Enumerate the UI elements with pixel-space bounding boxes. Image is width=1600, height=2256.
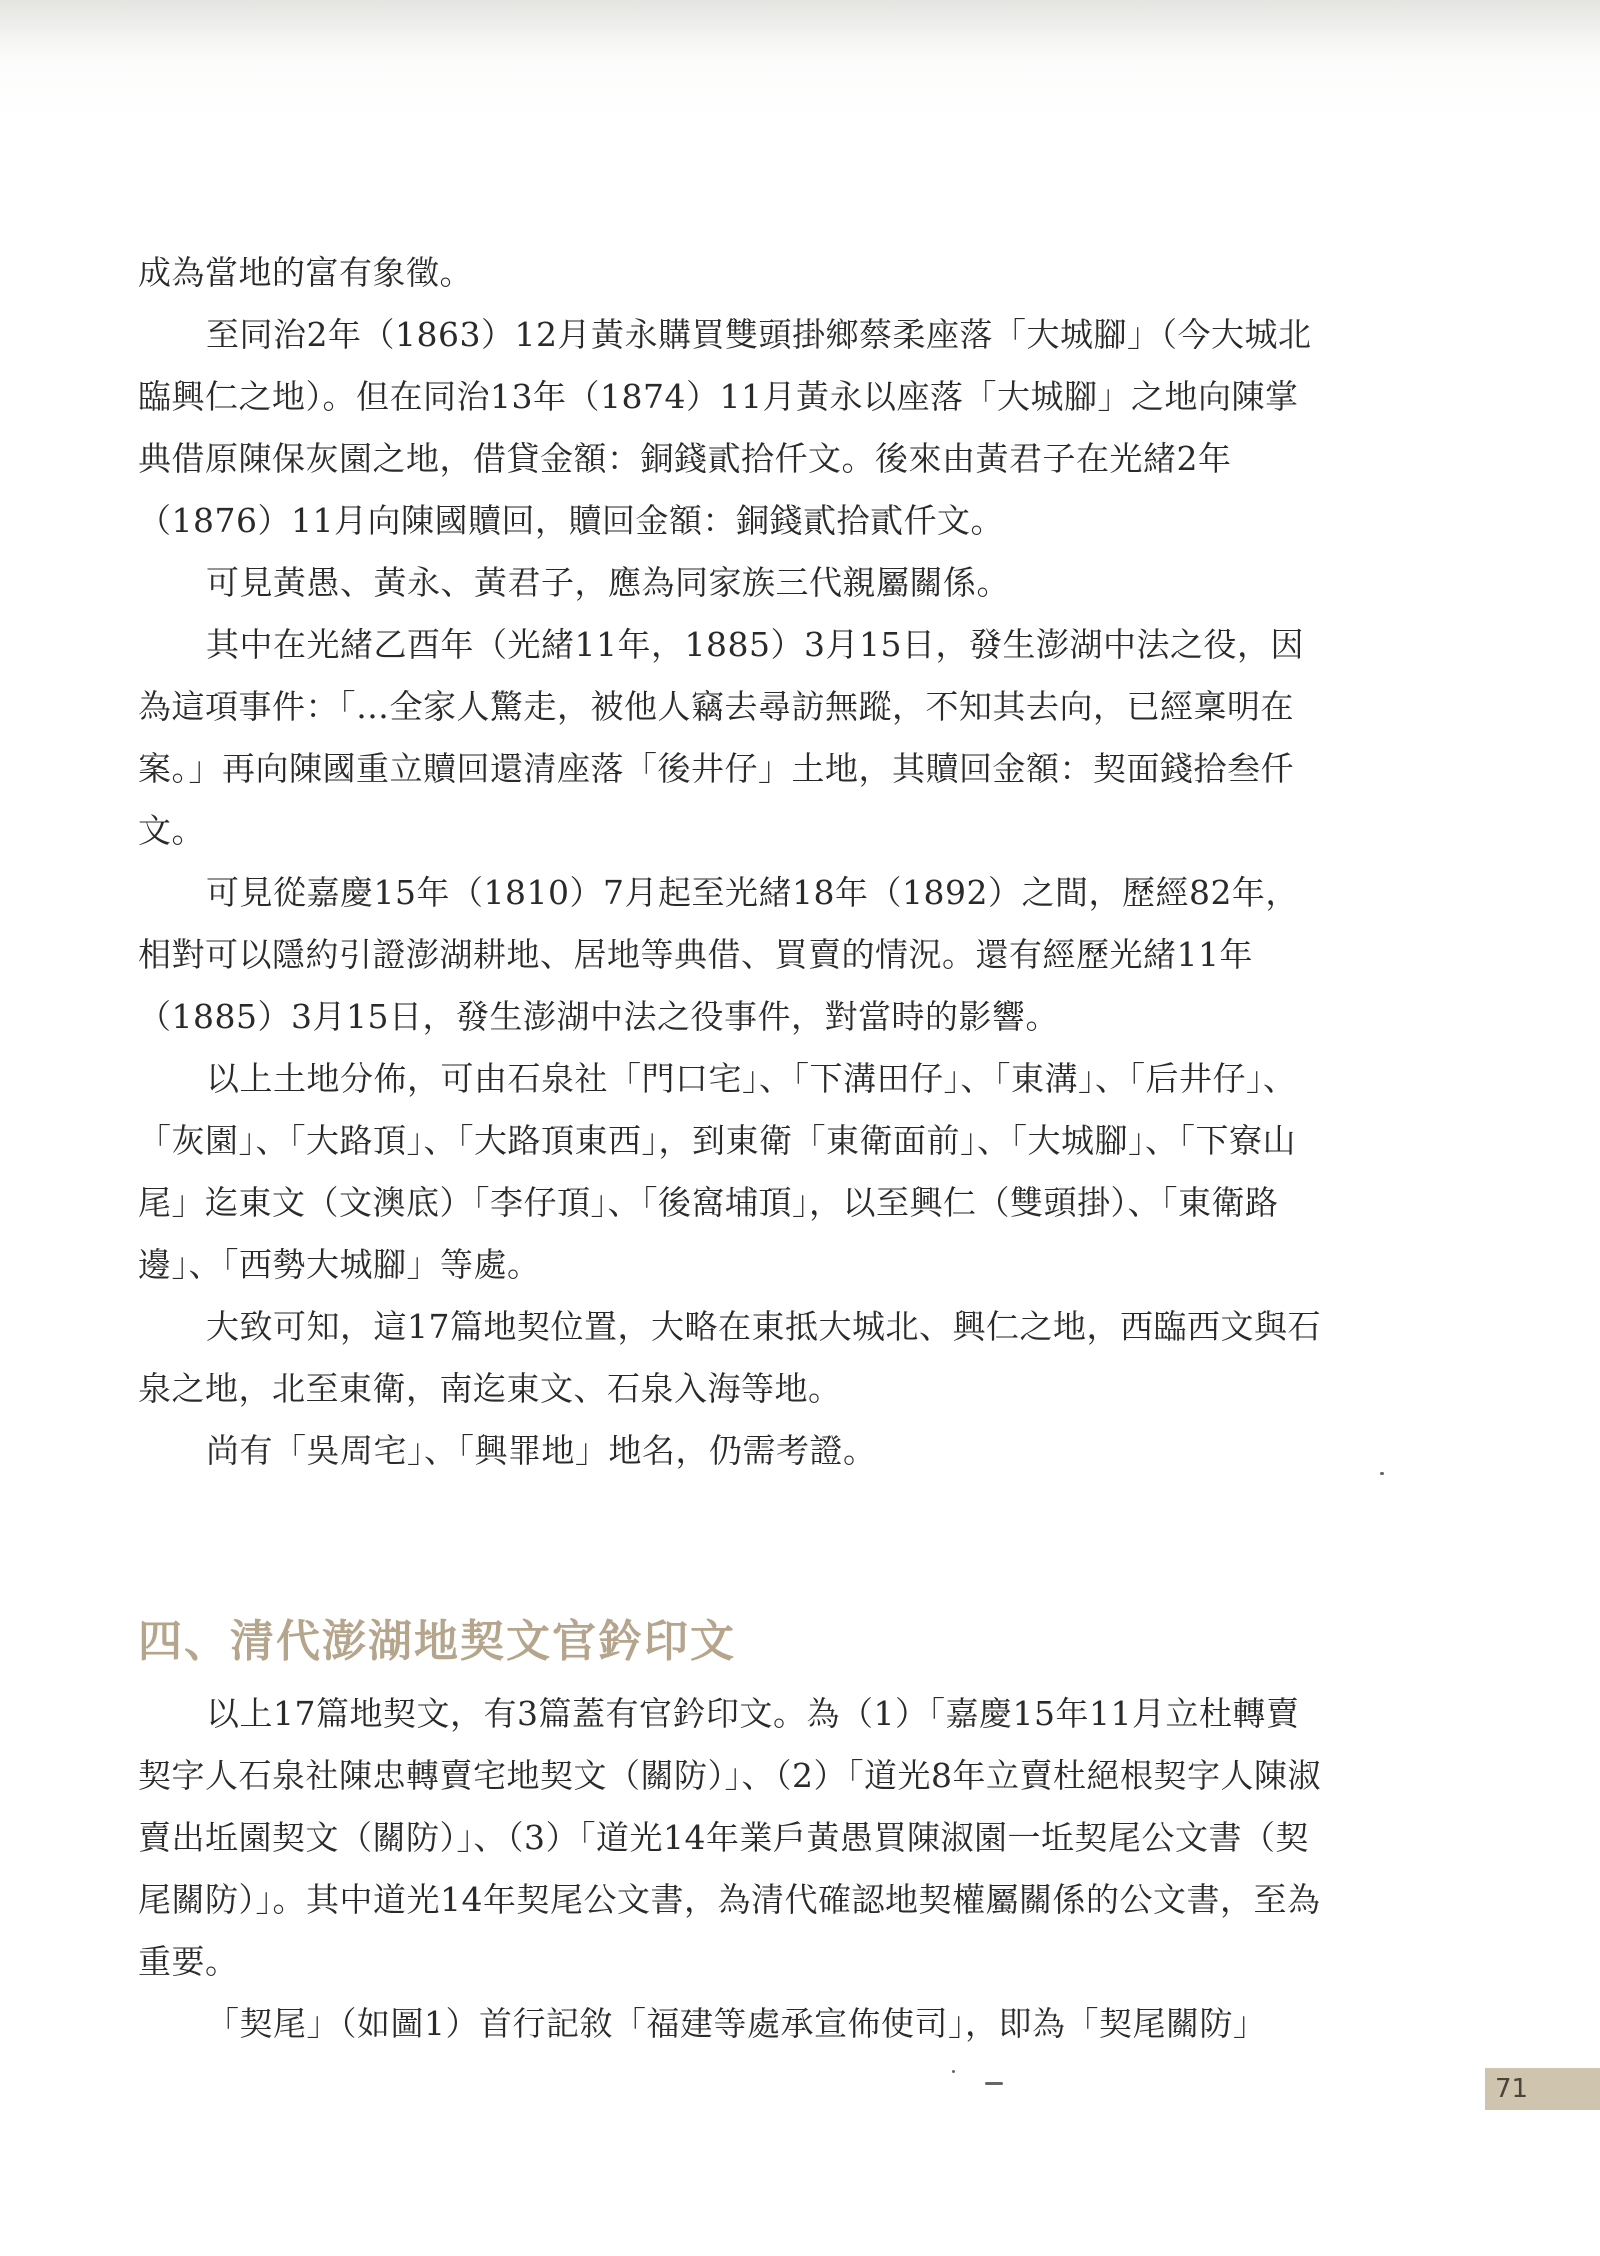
- paragraph: 可見黃愚、黃永、黃君子，應為同家族三代親屬關係。: [206, 563, 1010, 602]
- paragraph: 可見從嘉慶15年（1810）7月起至光緒18年（1892）之間，歷經82年，相對可以隱約引證澎湖耕地、居地等典借、買賣的情況。還有經歷光緒11年（1885）3月15日，發生澎湖中法之役事件，對當時的影響。: [138, 873, 1299, 1036]
- paragraph: 大致可知，這17篇地契位置，大略在東抵大城北、興仁之地，西臨西文與石泉之地，北至東衛，南迄東文、石泉入海等地。: [138, 1307, 1321, 1408]
- section-one-body: [138, 242, 1328, 1482]
- scan-speck: [1380, 1472, 1384, 1475]
- scan-shadow: [0, 0, 1600, 60]
- scan-speck: [985, 2082, 1003, 2085]
- paragraph: 成為當地的富有象徵。: [138, 253, 473, 292]
- paragraph: 至同治2年（1863）12月黃永購買雙頭掛鄉蔡柔座落「大城腳」（今大城北臨興仁之地）。但在同治13年（1874）11月黃永以座落「大城腳」之地向陳掌典借原陳保灰園之地，借貸金額：銅錢貳拾仟文。後來由黃君子在光緒2年（1876）11月向陳國贖回，贖回金額：銅錢貳拾貳仟文。: [138, 315, 1312, 540]
- paragraph: 以上土地分佈，可由石泉社「門口宅」、「下溝田仔」、「東溝」、「后井仔」、「灰園」、「大路頂」、「大路頂東西」，到東衛「東衛面前」、「大城腳」、「下寮山尾」迄東文（文澳底）「李仔頂」、「後窩埔頂」，以至興仁（雙頭掛）、「東衛路邊」、「西勢大城腳」等處。: [138, 1059, 1297, 1284]
- paragraph: 以上17篇地契文，有3篇蓋有官鈐印文。為（1）「嘉慶15年11月立杜轉賣契字人石泉社陳忠轉賣宅地契文（關防）」、（2）「道光8年立賣杜絕根契字人陳淑賣出坵園契文（關防）」、（3）「道光14年業戶黃愚買陳淑園一坵契尾公文書（契尾關防）」。其中道光14年契尾公文書，為清代確認地契權屬關係的公文書，至為重要。: [138, 1694, 1321, 1981]
- paragraph: 「契尾」（如圖1）首行記敘「福建等處承宣佈使司」，即為「契尾關防」: [206, 2004, 1267, 2043]
- paragraph: 尚有「吳周宅」、「興罪地」地名，仍需考證。: [206, 1431, 877, 1470]
- page-number: 71: [1485, 2068, 1600, 2110]
- scan-speck: [952, 2070, 955, 2073]
- paragraph: 其中在光緒乙酉年（光緒11年，1885）3月15日，發生澎湖中法之役，因為這項事件：「…全家人驚走，被他人竊去尋訪無蹤，不知其去向，已經稟明在案。」再向陳國重立贖回還清座落「後井仔」土地，其贖回金額：契面錢拾叁仟文。: [138, 625, 1304, 850]
- section-two-body: [138, 1683, 1328, 2055]
- section-heading: 四、清代澎湖地契文官鈐印文: [138, 1616, 736, 1667]
